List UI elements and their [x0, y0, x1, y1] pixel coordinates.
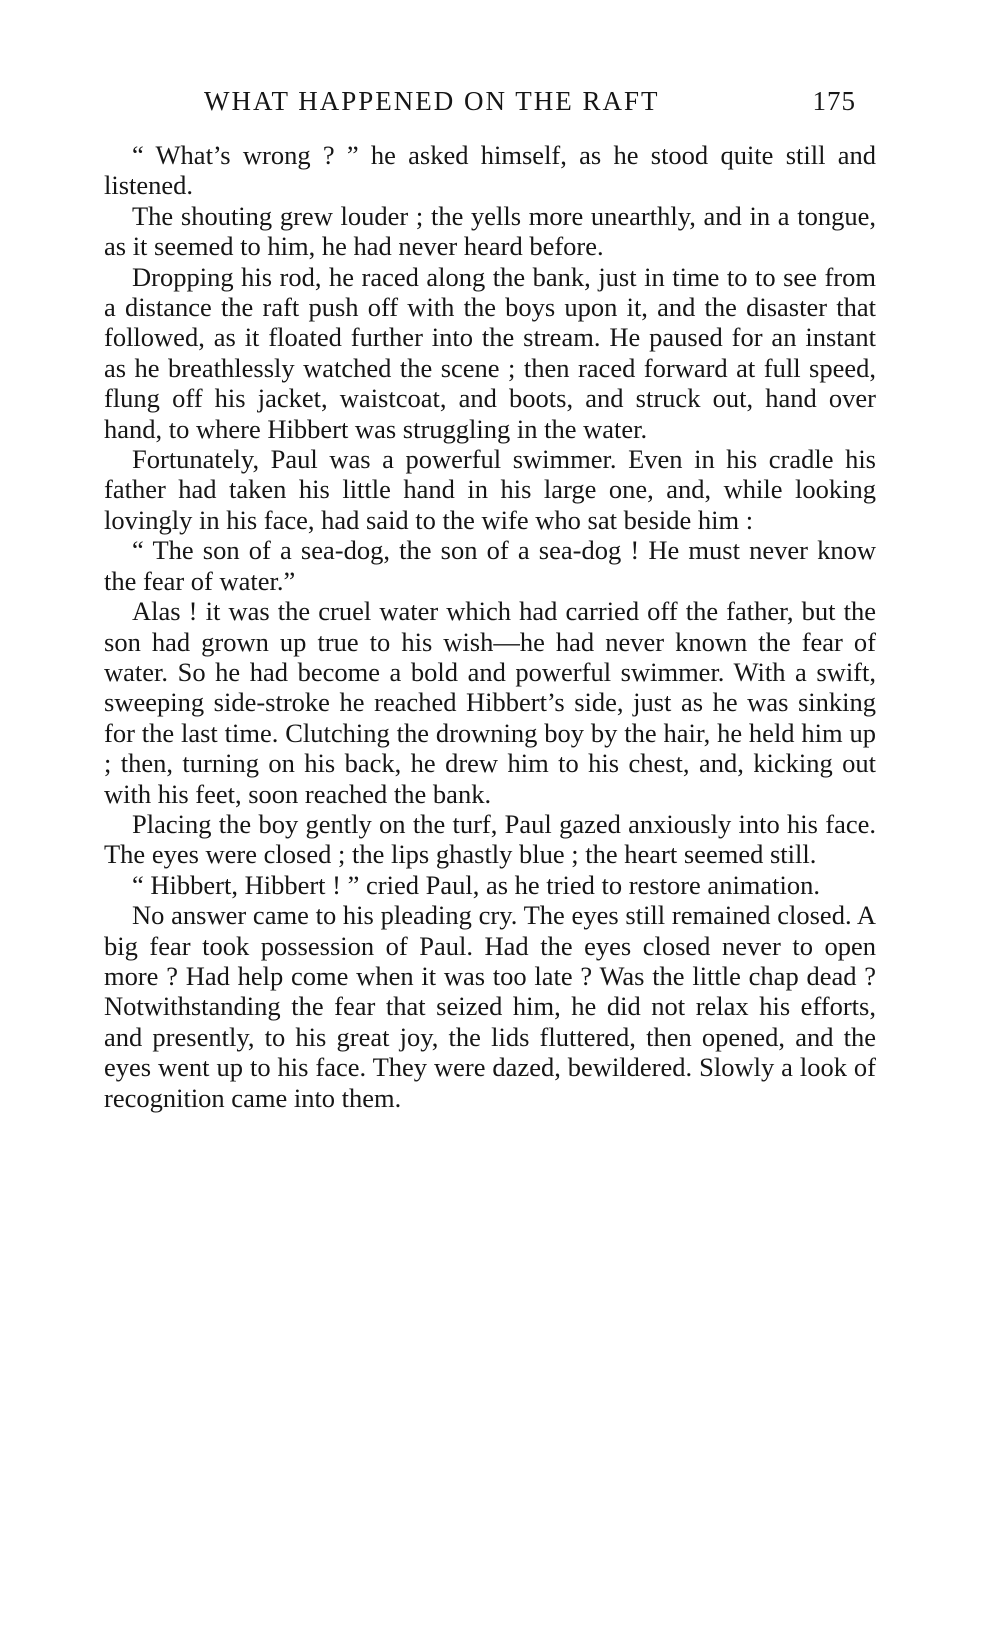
paragraph: The shouting grew louder ; the yells more unearthly, and in a tongue, as it seemed to him, he had never heard before. — [104, 200, 876, 262]
book-page — [104, 86, 876, 1113]
paragraph: Placing the boy gently on the turf, Paul gazed anxiously into his face. The eyes were closed ; the lips ghastly blue ; the heart seemed still. — [104, 808, 876, 870]
body-text — [104, 140, 876, 1113]
paragraph: “ Hibbert, Hibbert ! ” cried Paul, as he tried to restore animation. — [132, 869, 821, 900]
paragraph: “ What’s wrong ? ” he asked himself, as he stood quite still and listened. — [104, 140, 876, 201]
paragraph: No answer came to his pleading cry. The eyes still remained closed. A big fear took possession of Paul. Had the eyes closed never to open more ? Had help come when it was too late ? Was the little chap dead ? Notwithstanding the fear that seized him, he did not relax his efforts, and presently, to his great joy, the lids fluttered, then opened, and the eyes went up to his face. They were dazed, bewildered. Slowly a look of recognition came into them. — [104, 900, 876, 1113]
paragraph: Dropping his rod, he raced along the bank, just in time to to see from a distance the raft push off with the boys upon it, and the disaster that followed, as it floated further into the stream. He paused for an instant as he breathlessly watched the scene ; then raced forward at full speed, flung off his jacket, waistcoat, and boots, and struck out, hand over hand, to where Hibbert was struggling in the water. — [104, 261, 876, 444]
running-title: WHAT HAPPENED ON THE RAFT — [204, 86, 660, 116]
page-number: 175 — [812, 86, 856, 116]
paragraph: Alas ! it was the cruel water which had carried off the father, but the son had grown up true to his wish—he had never known the fear of water. So he had become a bold and powerful swimmer. With a swift, sweeping side-stroke he reached Hibbert’s side, just as he was sinking for the last time. Clutching the drowning boy by the hair, he held him up ; then, turning on his back, he drew him to his chest, and, kicking out with his feet, soon reached the bank. — [104, 596, 876, 809]
paragraph: Fortunately, Paul was a powerful swimmer. Even in his cradle his father had taken his little hand in his large one, and, while looking lovingly in his face, had said to the wife who sat beside him : — [104, 444, 876, 535]
running-header — [104, 86, 876, 126]
paragraph: “ The son of a sea-dog, the son of a sea-dog ! He must never know the fear of water.” — [104, 535, 876, 596]
